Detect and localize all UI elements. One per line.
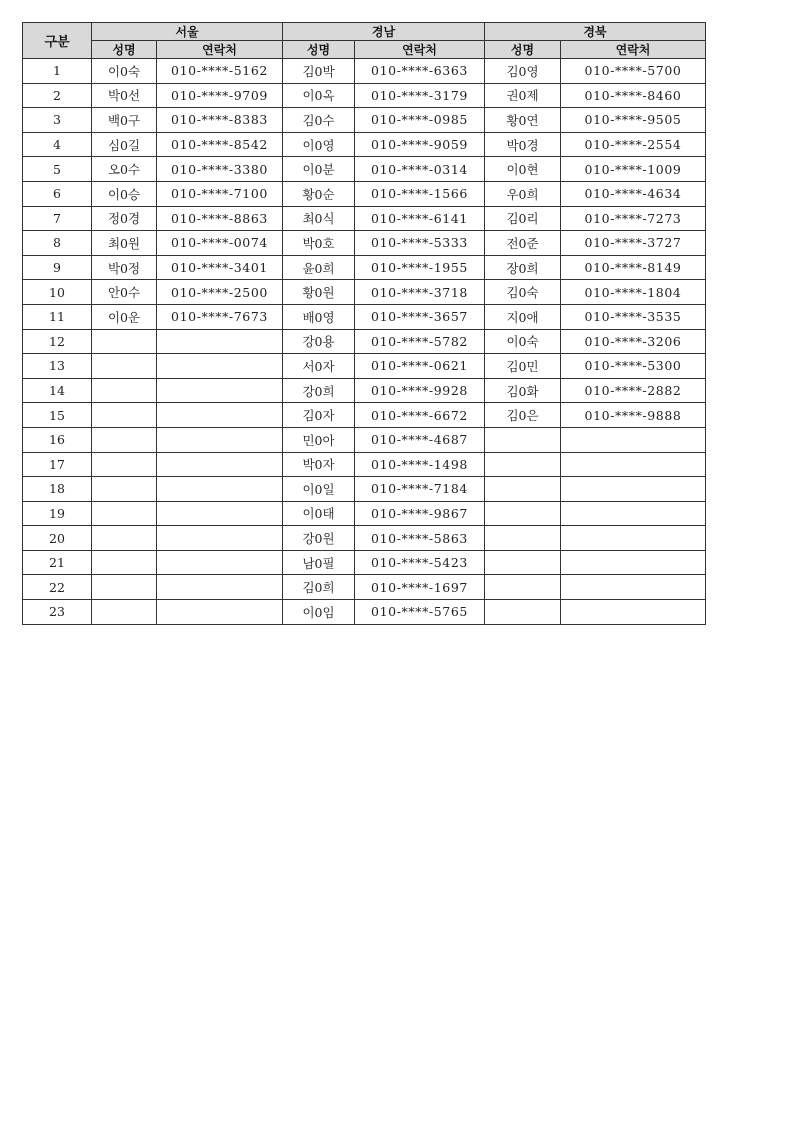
table-row (23, 181, 706, 206)
seoul-phone-cell (157, 354, 283, 379)
gyeongbuk-phone-cell (561, 427, 706, 452)
gyeongnam-name-cell: 이0임 (283, 600, 355, 625)
gyeongnam-phone-cell: 010-****-1498 (355, 452, 485, 477)
gyeongnam-phone-cell: 010-****-5423 (355, 550, 485, 575)
gyeongnam-phone-cell: 010-****-5863 (355, 526, 485, 551)
seoul-name-cell: 최0원 (92, 231, 157, 256)
table-body (23, 59, 706, 625)
gyeongnam-name-cell: 이0태 (283, 501, 355, 526)
table-row (23, 83, 706, 108)
seoul-phone-cell: 010-****-3401 (157, 255, 283, 280)
table-row (23, 304, 706, 329)
gyeongbuk-name-cell (485, 477, 561, 502)
row-number: 16 (23, 427, 92, 452)
seoul-name-cell: 이0숙 (92, 59, 157, 84)
seoul-name-cell: 박0정 (92, 255, 157, 280)
gyeongbuk-name-cell (485, 550, 561, 575)
table-row (23, 329, 706, 354)
gyeongbuk-phone-cell: 010-****-2554 (561, 132, 706, 157)
gyeongbuk-name-cell: 이0숙 (485, 329, 561, 354)
gyeongbuk-phone-cell: 010-****-4634 (561, 181, 706, 206)
row-number: 8 (23, 231, 92, 256)
seoul-phone-cell (157, 526, 283, 551)
gyeongbuk-name-cell: 우0희 (485, 181, 561, 206)
gyeongnam-phone-cell: 010-****-6363 (355, 59, 485, 84)
gyeongnam-name-cell: 김0희 (283, 575, 355, 600)
row-number: 3 (23, 108, 92, 133)
seoul-phone-cell (157, 477, 283, 502)
seoul-name-cell: 심0길 (92, 132, 157, 157)
gyeongnam-name-cell: 윤0희 (283, 255, 355, 280)
seoul-phone-cell: 010-****-8863 (157, 206, 283, 231)
gyeongbuk-phone-cell: 010-****-2882 (561, 378, 706, 403)
gyeongbuk-phone-cell (561, 452, 706, 477)
gyeongnam-phone-cell: 010-****-0314 (355, 157, 485, 182)
seoul-name-cell: 안0수 (92, 280, 157, 305)
gyeongnam-name-cell: 이0영 (283, 132, 355, 157)
header-seoul-phone: 연락처 (157, 41, 283, 59)
gyeongbuk-phone-cell: 010-****-3535 (561, 304, 706, 329)
seoul-phone-cell: 010-****-7673 (157, 304, 283, 329)
header-gubun: 구분 (23, 23, 92, 59)
seoul-name-cell: 정0경 (92, 206, 157, 231)
table-row (23, 280, 706, 305)
gyeongbuk-phone-cell (561, 477, 706, 502)
gyeongnam-phone-cell: 010-****-0985 (355, 108, 485, 133)
gyeongbuk-name-cell: 이0현 (485, 157, 561, 182)
gyeongbuk-phone-cell (561, 550, 706, 575)
gyeongbuk-name-cell (485, 501, 561, 526)
table-row (23, 477, 706, 502)
gyeongnam-name-cell: 이0분 (283, 157, 355, 182)
row-number: 18 (23, 477, 92, 502)
seoul-name-cell (92, 378, 157, 403)
seoul-phone-cell (157, 575, 283, 600)
table-row (23, 452, 706, 477)
gyeongbuk-phone-cell: 010-****-3206 (561, 329, 706, 354)
table-row (23, 108, 706, 133)
gyeongbuk-phone-cell (561, 526, 706, 551)
row-number: 11 (23, 304, 92, 329)
gyeongbuk-name-cell: 김0화 (485, 378, 561, 403)
gyeongbuk-name-cell (485, 452, 561, 477)
gyeongnam-name-cell: 강0용 (283, 329, 355, 354)
gyeongnam-name-cell: 서0자 (283, 354, 355, 379)
row-number: 12 (23, 329, 92, 354)
gyeongbuk-phone-cell: 010-****-8149 (561, 255, 706, 280)
gyeongnam-phone-cell: 010-****-9059 (355, 132, 485, 157)
table-row (23, 550, 706, 575)
seoul-phone-cell: 010-****-8542 (157, 132, 283, 157)
row-number: 19 (23, 501, 92, 526)
table-row (23, 575, 706, 600)
seoul-name-cell (92, 477, 157, 502)
table-row (23, 403, 706, 428)
gyeongnam-phone-cell: 010-****-1697 (355, 575, 485, 600)
gyeongbuk-phone-cell: 010-****-5700 (561, 59, 706, 84)
row-number: 20 (23, 526, 92, 551)
gyeongnam-phone-cell: 010-****-3718 (355, 280, 485, 305)
table-row (23, 157, 706, 182)
contact-sheet (22, 22, 706, 625)
gyeongbuk-name-cell: 김0민 (485, 354, 561, 379)
gyeongnam-name-cell: 황0순 (283, 181, 355, 206)
gyeongbuk-name-cell: 권0제 (485, 83, 561, 108)
row-number: 15 (23, 403, 92, 428)
seoul-name-cell: 박0선 (92, 83, 157, 108)
gyeongbuk-phone-cell: 010-****-9888 (561, 403, 706, 428)
gyeongbuk-phone-cell (561, 600, 706, 625)
gyeongnam-name-cell: 김0박 (283, 59, 355, 84)
gyeongnam-phone-cell: 010-****-5782 (355, 329, 485, 354)
gyeongnam-phone-cell: 010-****-9867 (355, 501, 485, 526)
row-number: 9 (23, 255, 92, 280)
seoul-name-cell (92, 526, 157, 551)
gyeongnam-phone-cell: 010-****-3179 (355, 83, 485, 108)
contact-table (22, 22, 706, 625)
gyeongbuk-name-cell (485, 575, 561, 600)
header-gyeongnam-name: 성명 (283, 41, 355, 59)
gyeongbuk-phone-cell: 010-****-7273 (561, 206, 706, 231)
gyeongnam-phone-cell: 010-****-6141 (355, 206, 485, 231)
table-header (23, 23, 706, 59)
gyeongnam-phone-cell: 010-****-3657 (355, 304, 485, 329)
gyeongbuk-name-cell (485, 526, 561, 551)
table-row (23, 132, 706, 157)
gyeongnam-phone-cell: 010-****-7184 (355, 477, 485, 502)
seoul-phone-cell: 010-****-5162 (157, 59, 283, 84)
row-number: 13 (23, 354, 92, 379)
gyeongbuk-name-cell: 전0준 (485, 231, 561, 256)
gyeongnam-name-cell: 남0필 (283, 550, 355, 575)
seoul-name-cell (92, 354, 157, 379)
table-row (23, 354, 706, 379)
gyeongnam-phone-cell: 010-****-5333 (355, 231, 485, 256)
seoul-phone-cell: 010-****-0074 (157, 231, 283, 256)
gyeongbuk-name-cell (485, 600, 561, 625)
row-number: 14 (23, 378, 92, 403)
gyeongnam-name-cell: 강0원 (283, 526, 355, 551)
seoul-phone-cell: 010-****-9709 (157, 83, 283, 108)
row-number: 5 (23, 157, 92, 182)
seoul-phone-cell (157, 378, 283, 403)
seoul-name-cell (92, 575, 157, 600)
seoul-phone-cell: 010-****-2500 (157, 280, 283, 305)
row-number: 7 (23, 206, 92, 231)
table-row (23, 206, 706, 231)
gyeongnam-phone-cell: 010-****-1566 (355, 181, 485, 206)
row-number: 17 (23, 452, 92, 477)
seoul-name-cell: 이0운 (92, 304, 157, 329)
table-row (23, 526, 706, 551)
seoul-name-cell: 오0수 (92, 157, 157, 182)
header-region-gyeongnam: 경남 (283, 23, 485, 41)
gyeongbuk-name-cell (485, 427, 561, 452)
table-row (23, 378, 706, 403)
gyeongnam-phone-cell: 010-****-6672 (355, 403, 485, 428)
seoul-name-cell: 이0승 (92, 181, 157, 206)
header-gyeongbuk-name: 성명 (485, 41, 561, 59)
seoul-phone-cell (157, 600, 283, 625)
seoul-name-cell: 백0구 (92, 108, 157, 133)
seoul-phone-cell (157, 501, 283, 526)
gyeongbuk-name-cell: 김0숙 (485, 280, 561, 305)
gyeongnam-phone-cell: 010-****-9928 (355, 378, 485, 403)
gyeongnam-phone-cell: 010-****-4687 (355, 427, 485, 452)
seoul-phone-cell: 010-****-3380 (157, 157, 283, 182)
table-row (23, 59, 706, 84)
gyeongbuk-name-cell: 김0은 (485, 403, 561, 428)
table-row (23, 501, 706, 526)
gyeongbuk-name-cell: 지0애 (485, 304, 561, 329)
gyeongnam-name-cell: 배0영 (283, 304, 355, 329)
row-number: 10 (23, 280, 92, 305)
header-gyeongbuk-phone: 연락처 (561, 41, 706, 59)
row-number: 2 (23, 83, 92, 108)
gyeongbuk-phone-cell: 010-****-1804 (561, 280, 706, 305)
row-number: 1 (23, 59, 92, 84)
header-seoul-name: 성명 (92, 41, 157, 59)
gyeongnam-name-cell: 김0자 (283, 403, 355, 428)
seoul-phone-cell (157, 550, 283, 575)
gyeongnam-name-cell: 이0옥 (283, 83, 355, 108)
header-gyeongnam-phone: 연락처 (355, 41, 485, 59)
seoul-name-cell (92, 329, 157, 354)
row-number: 6 (23, 181, 92, 206)
row-number: 4 (23, 132, 92, 157)
gyeongbuk-phone-cell: 010-****-5300 (561, 354, 706, 379)
gyeongnam-name-cell: 황0원 (283, 280, 355, 305)
gyeongbuk-name-cell: 장0희 (485, 255, 561, 280)
seoul-phone-cell (157, 403, 283, 428)
row-number: 22 (23, 575, 92, 600)
gyeongnam-name-cell: 강0희 (283, 378, 355, 403)
gyeongnam-name-cell: 최0식 (283, 206, 355, 231)
gyeongbuk-name-cell: 박0경 (485, 132, 561, 157)
gyeongbuk-name-cell: 황0연 (485, 108, 561, 133)
gyeongbuk-phone-cell (561, 501, 706, 526)
seoul-name-cell (92, 403, 157, 428)
table-row (23, 427, 706, 452)
table-row (23, 600, 706, 625)
gyeongnam-phone-cell: 010-****-5765 (355, 600, 485, 625)
gyeongnam-name-cell: 이0일 (283, 477, 355, 502)
seoul-name-cell (92, 452, 157, 477)
seoul-phone-cell (157, 452, 283, 477)
seoul-phone-cell (157, 427, 283, 452)
gyeongbuk-phone-cell: 010-****-1009 (561, 157, 706, 182)
gyeongnam-name-cell: 박0호 (283, 231, 355, 256)
seoul-phone-cell: 010-****-7100 (157, 181, 283, 206)
row-number: 21 (23, 550, 92, 575)
gyeongnam-name-cell: 박0자 (283, 452, 355, 477)
gyeongbuk-phone-cell: 010-****-9505 (561, 108, 706, 133)
seoul-name-cell (92, 550, 157, 575)
gyeongnam-phone-cell: 010-****-0621 (355, 354, 485, 379)
table-row (23, 231, 706, 256)
seoul-name-cell (92, 501, 157, 526)
gyeongbuk-phone-cell (561, 575, 706, 600)
gyeongnam-name-cell: 민0아 (283, 427, 355, 452)
seoul-name-cell (92, 427, 157, 452)
gyeongnam-name-cell: 김0수 (283, 108, 355, 133)
gyeongbuk-name-cell: 김0리 (485, 206, 561, 231)
gyeongbuk-phone-cell: 010-****-8460 (561, 83, 706, 108)
seoul-phone-cell: 010-****-8383 (157, 108, 283, 133)
gyeongbuk-name-cell: 김0영 (485, 59, 561, 84)
gyeongbuk-phone-cell: 010-****-3727 (561, 231, 706, 256)
header-region-gyeongbuk: 경북 (485, 23, 706, 41)
seoul-phone-cell (157, 329, 283, 354)
row-number: 23 (23, 600, 92, 625)
table-row (23, 255, 706, 280)
seoul-name-cell (92, 600, 157, 625)
header-region-seoul: 서울 (92, 23, 283, 41)
gyeongnam-phone-cell: 010-****-1955 (355, 255, 485, 280)
